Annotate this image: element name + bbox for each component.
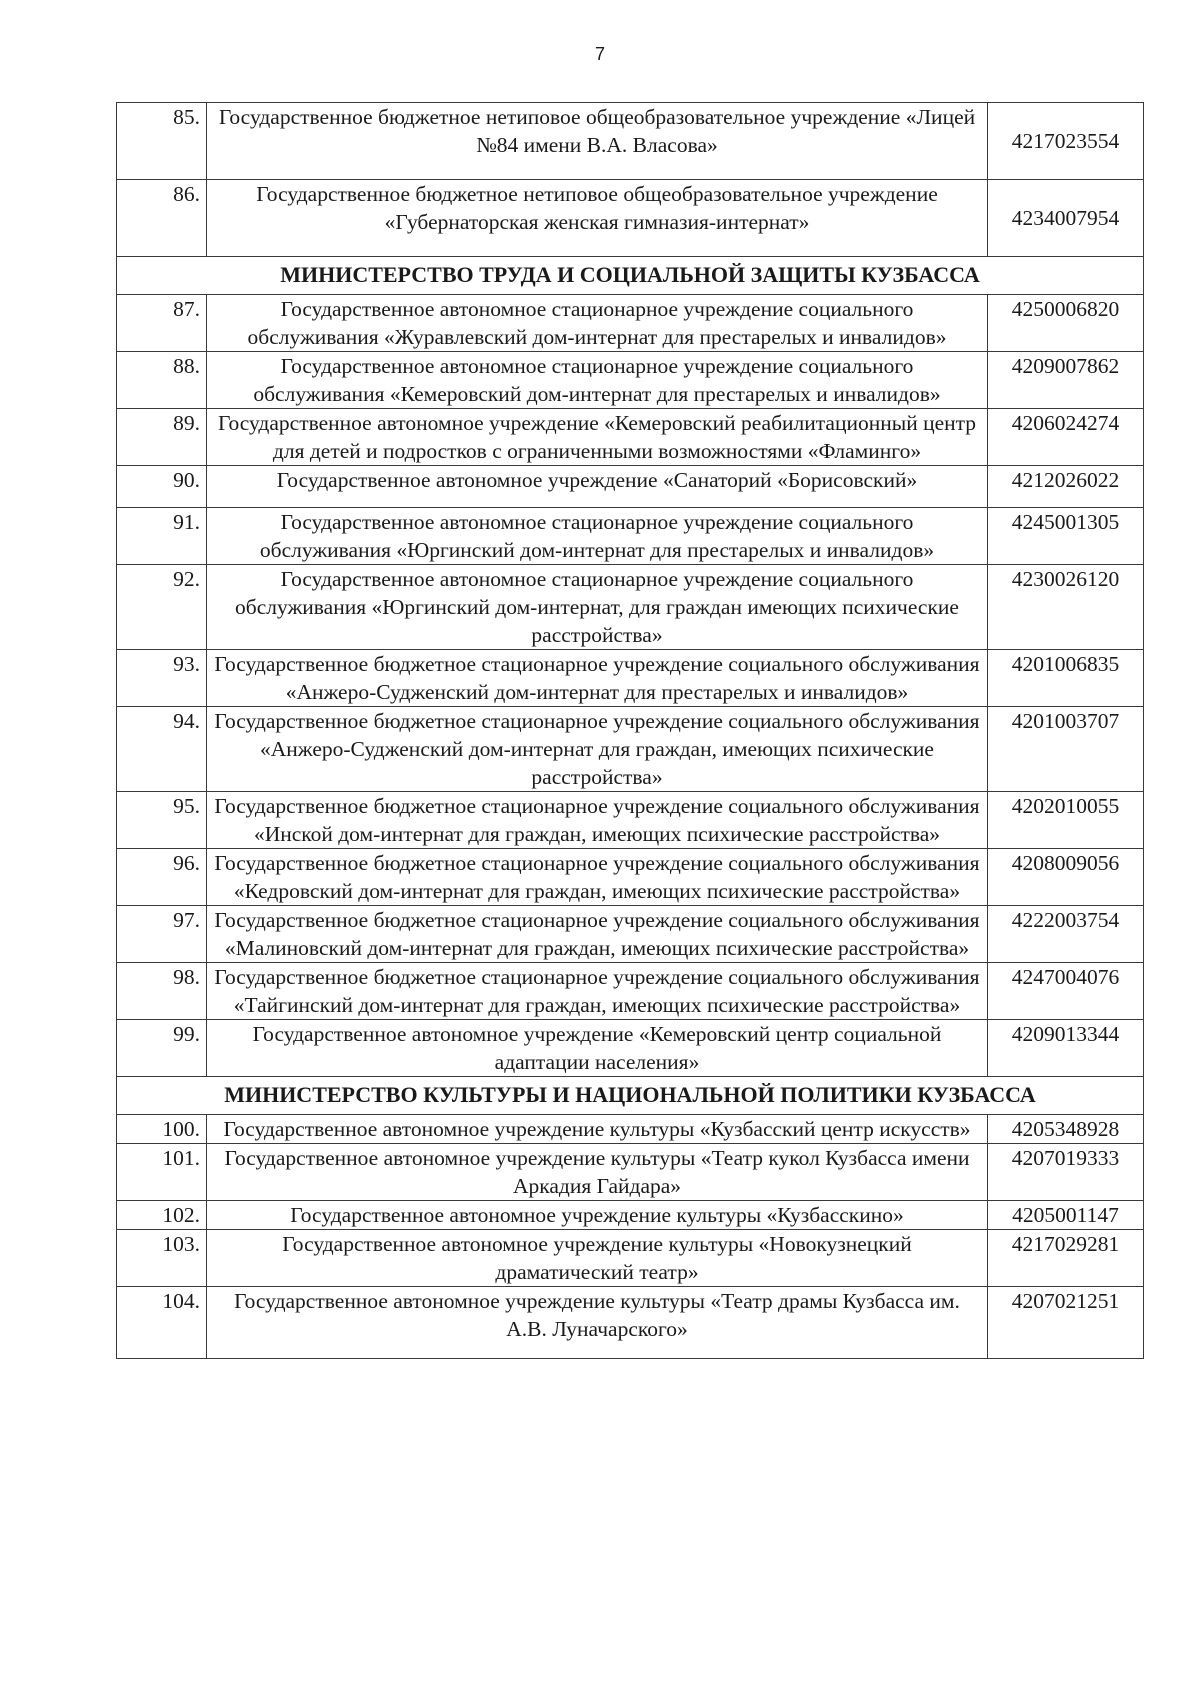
inn-value: 4212026022 — [988, 466, 1144, 508]
table-row — [117, 1144, 1144, 1201]
table-row — [117, 650, 1144, 707]
inn-value: 4217023554 — [988, 103, 1144, 180]
table-row — [117, 963, 1144, 1020]
organization-name: Государственное бюджетное стационарное учреждение социального обслуживания «Анжеро-Судженский дом-интернат для престарелых и инвалидов» — [207, 650, 988, 707]
section-header-row — [117, 257, 1144, 295]
organization-name: Государственное автономное учреждение «Санаторий «Борисовский» — [207, 466, 988, 508]
table-row — [117, 295, 1144, 352]
organization-name: Государственное бюджетное стационарное учреждение социального обслуживания «Кедровский дом-интернат для граждан, имеющих психические расстройства» — [207, 849, 988, 906]
inn-value: 4205001147 — [988, 1201, 1144, 1230]
table-row — [117, 1287, 1144, 1359]
table-row — [117, 1020, 1144, 1077]
inn-value: 4208009056 — [988, 849, 1144, 906]
inn-value: 4207021251 — [988, 1287, 1144, 1359]
inn-value: 4234007954 — [988, 180, 1144, 257]
row-number: 100. — [117, 1115, 207, 1144]
row-number: 102. — [117, 1201, 207, 1230]
table-row — [117, 409, 1144, 466]
organization-name: Государственное автономное учреждение культуры «Кузбасскино» — [207, 1201, 988, 1230]
section-header-row — [117, 1077, 1144, 1115]
table-row — [117, 508, 1144, 565]
inn-value: 4250006820 — [988, 295, 1144, 352]
inn-value: 4230026120 — [988, 565, 1144, 650]
inn-value: 4206024274 — [988, 409, 1144, 466]
inn-value: 4247004076 — [988, 963, 1144, 1020]
organization-name: Государственное автономное учреждение культуры «Театр драмы Кузбасса им. А.В. Луначарского» — [207, 1287, 988, 1359]
row-number: 94. — [117, 707, 207, 792]
table-row — [117, 906, 1144, 963]
row-number: 96. — [117, 849, 207, 906]
inn-value: 4207019333 — [988, 1144, 1144, 1201]
row-number: 98. — [117, 963, 207, 1020]
organization-name: Государственное автономное учреждение культуры «Новокузнецкий драматический театр» — [207, 1230, 988, 1287]
table-row — [117, 849, 1144, 906]
organization-name: Государственное автономное стационарное учреждение социального обслуживания «Кемеровский дом-интернат для престарелых и инвалидов» — [207, 352, 988, 409]
table-row — [117, 352, 1144, 409]
row-number: 88. — [117, 352, 207, 409]
table-row — [117, 707, 1144, 792]
inn-value: 4201006835 — [988, 650, 1144, 707]
row-number: 92. — [117, 565, 207, 650]
organization-name: Государственное автономное учреждение культуры «Театр кукол Кузбасса имени Аркадия Гайдара» — [207, 1144, 988, 1201]
table-row — [117, 1201, 1144, 1230]
row-number: 99. — [117, 1020, 207, 1077]
organization-name: Государственное автономное стационарное учреждение социального обслуживания «Юргинский дом-интернат для престарелых и инвалидов» — [207, 508, 988, 565]
organization-name: Государственное бюджетное стационарное учреждение социального обслуживания «Малиновский дом-интернат для граждан, имеющих психические расстройства» — [207, 906, 988, 963]
row-number: 93. — [117, 650, 207, 707]
organization-name: Государственное бюджетное нетиповое общеобразовательное учреждение «Губернаторская женская гимназия-интернат» — [207, 180, 988, 257]
organization-name: Государственное бюджетное стационарное учреждение социального обслуживания «Анжеро-Судженский дом-интернат для граждан, имеющих психические расстройства» — [207, 707, 988, 792]
organization-name: Государственное автономное учреждение «Кемеровский реабилитационный центр для детей и подростков с ограниченными возможностями «Фламинго» — [207, 409, 988, 466]
inn-value: 4245001305 — [988, 508, 1144, 565]
organization-name: Государственное бюджетное нетиповое общеобразовательное учреждение «Лицей №84 имени В.А. Власова» — [207, 103, 988, 180]
row-number: 103. — [117, 1230, 207, 1287]
row-number: 85. — [117, 103, 207, 180]
organization-name: Государственное бюджетное стационарное учреждение социального обслуживания «Тайгинский дом-интернат для граждан, имеющих психические расстройства» — [207, 963, 988, 1020]
table-row — [117, 1230, 1144, 1287]
organizations-table — [116, 102, 1144, 1359]
table-row — [117, 466, 1144, 508]
inn-value: 4222003754 — [988, 906, 1144, 963]
table-row — [117, 103, 1144, 180]
inn-value: 4209013344 — [988, 1020, 1144, 1077]
inn-value: 4217029281 — [988, 1230, 1144, 1287]
table-row — [117, 180, 1144, 257]
row-number: 91. — [117, 508, 207, 565]
organization-name: Государственное автономное учреждение «Кемеровский центр социальной адаптации населения» — [207, 1020, 988, 1077]
row-number: 89. — [117, 409, 207, 466]
row-number: 86. — [117, 180, 207, 257]
inn-value: 4201003707 — [988, 707, 1144, 792]
row-number: 104. — [117, 1287, 207, 1359]
row-number: 97. — [117, 906, 207, 963]
organization-name: Государственное автономное учреждение культуры «Кузбасский центр искусств» — [207, 1115, 988, 1144]
table-row — [117, 565, 1144, 650]
organization-name: Государственное автономное стационарное учреждение социального обслуживания «Журавлевский дом-интернат для престарелых и инвалидов» — [207, 295, 988, 352]
organization-name: Государственное автономное стационарное учреждение социального обслуживания «Юргинский дом-интернат, для граждан имеющих психические расстройства» — [207, 565, 988, 650]
table-row — [117, 1115, 1144, 1144]
row-number: 87. — [117, 295, 207, 352]
row-number: 90. — [117, 466, 207, 508]
inn-value: 4202010055 — [988, 792, 1144, 849]
page-number: 7 — [594, 44, 605, 64]
section-heading-labor: МИНИСТЕРСТВО ТРУДА И СОЦИАЛЬНОЙ ЗАЩИТЫ КУЗБАССА — [117, 257, 1144, 295]
inn-value: 4205348928 — [988, 1115, 1144, 1144]
section-heading-culture: МИНИСТЕРСТВО КУЛЬТУРЫ И НАЦИОНАЛЬНОЙ ПОЛИТИКИ КУЗБАССА — [117, 1077, 1144, 1115]
organization-name: Государственное бюджетное стационарное учреждение социального обслуживания «Инской дом-интернат для граждан, имеющих психические расстройства» — [207, 792, 988, 849]
row-number: 101. — [117, 1144, 207, 1201]
row-number: 95. — [117, 792, 207, 849]
inn-value: 4209007862 — [988, 352, 1144, 409]
table-row — [117, 792, 1144, 849]
